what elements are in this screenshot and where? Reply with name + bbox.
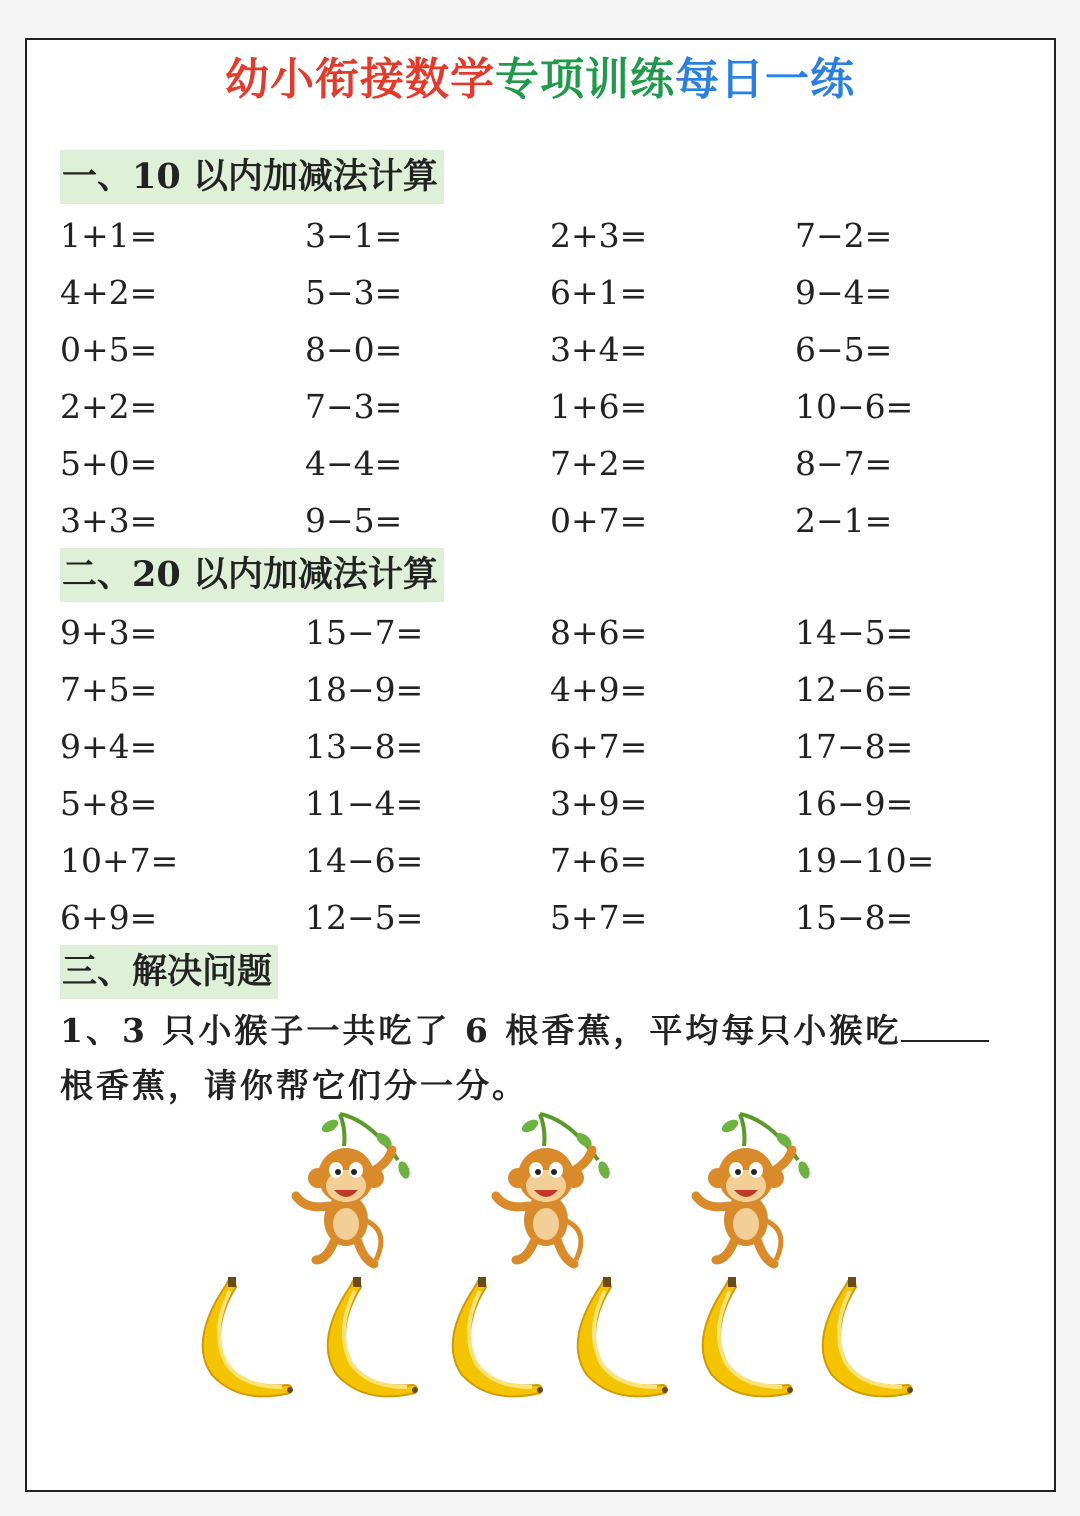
equation: 13−8= <box>305 727 424 766</box>
banana-icon[interactable] <box>690 1275 800 1405</box>
equation: 15−8= <box>795 898 914 937</box>
equation: 7−3= <box>305 387 403 426</box>
equation: 14−5= <box>795 613 914 652</box>
banana-icon[interactable] <box>190 1275 300 1405</box>
equation: 9−4= <box>795 273 893 312</box>
equation: 8−0= <box>305 330 403 369</box>
word-problem-line-1 <box>60 1003 989 1059</box>
answer-blank[interactable] <box>901 1006 989 1042</box>
equation: 1+6= <box>550 387 648 426</box>
equation: 10+7= <box>60 841 179 880</box>
equation: 2−1= <box>795 501 893 540</box>
equation: 12−6= <box>795 670 914 709</box>
equation: 14−6= <box>305 841 424 880</box>
banana-icon[interactable] <box>440 1275 550 1405</box>
equation: 4−4= <box>305 444 403 483</box>
equation: 0+5= <box>60 330 158 369</box>
equation: 8+6= <box>550 613 648 652</box>
monkey-icon <box>680 1110 820 1270</box>
equation: 4+2= <box>60 273 158 312</box>
equation: 17−8= <box>795 727 914 766</box>
equation: 3+4= <box>550 330 648 369</box>
equation: 5+8= <box>60 784 158 823</box>
equation: 15−7= <box>305 613 424 652</box>
equation: 12−5= <box>305 898 424 937</box>
equation: 3+9= <box>550 784 648 823</box>
banana-icon[interactable] <box>565 1275 675 1405</box>
equation: 5+0= <box>60 444 158 483</box>
word-problem-text-1: 1、3 只小猴子一共吃了 6 根香蕉，平均每只小猴吃 <box>60 1011 902 1050</box>
monkey-icon <box>480 1110 620 1270</box>
section-1-heading: 一、10 以内加减法计算 <box>60 150 444 204</box>
equation: 4+9= <box>550 670 648 709</box>
equation: 6−5= <box>795 330 893 369</box>
equation: 7+5= <box>60 670 158 709</box>
equation: 7+2= <box>550 444 648 483</box>
equation: 19−10= <box>795 841 935 880</box>
section-3-heading: 三、解决问题 <box>60 945 278 999</box>
title-part-2: 专项训练 <box>495 54 675 105</box>
title-part-3: 每日一练 <box>675 54 855 105</box>
word-problem-line-2: 根香蕉，请你帮它们分一分。 <box>60 1066 528 1105</box>
equation: 18−9= <box>305 670 424 709</box>
equation: 8−7= <box>795 444 893 483</box>
equation: 7+6= <box>550 841 648 880</box>
section-2-heading: 二、20 以内加减法计算 <box>60 548 444 602</box>
equation: 1+1= <box>60 216 158 255</box>
equation: 9+4= <box>60 727 158 766</box>
equation: 6+1= <box>550 273 648 312</box>
equation: 2+3= <box>550 216 648 255</box>
equation: 10−6= <box>795 387 914 426</box>
title-part-1: 幼小衔接数学 <box>225 54 495 105</box>
banana-icon[interactable] <box>315 1275 425 1405</box>
equation: 3−1= <box>305 216 403 255</box>
page-title <box>0 50 1080 110</box>
equation: 3+3= <box>60 501 158 540</box>
equation: 11−4= <box>305 784 424 823</box>
equation: 9+3= <box>60 613 158 652</box>
equation: 5+7= <box>550 898 648 937</box>
equation: 16−9= <box>795 784 914 823</box>
monkey-icon <box>280 1110 420 1270</box>
equation: 7−2= <box>795 216 893 255</box>
equation: 5−3= <box>305 273 403 312</box>
equation: 2+2= <box>60 387 158 426</box>
equation: 0+7= <box>550 501 648 540</box>
equation: 6+9= <box>60 898 158 937</box>
banana-icon[interactable] <box>810 1275 920 1405</box>
equation: 6+7= <box>550 727 648 766</box>
equation: 9−5= <box>305 501 403 540</box>
